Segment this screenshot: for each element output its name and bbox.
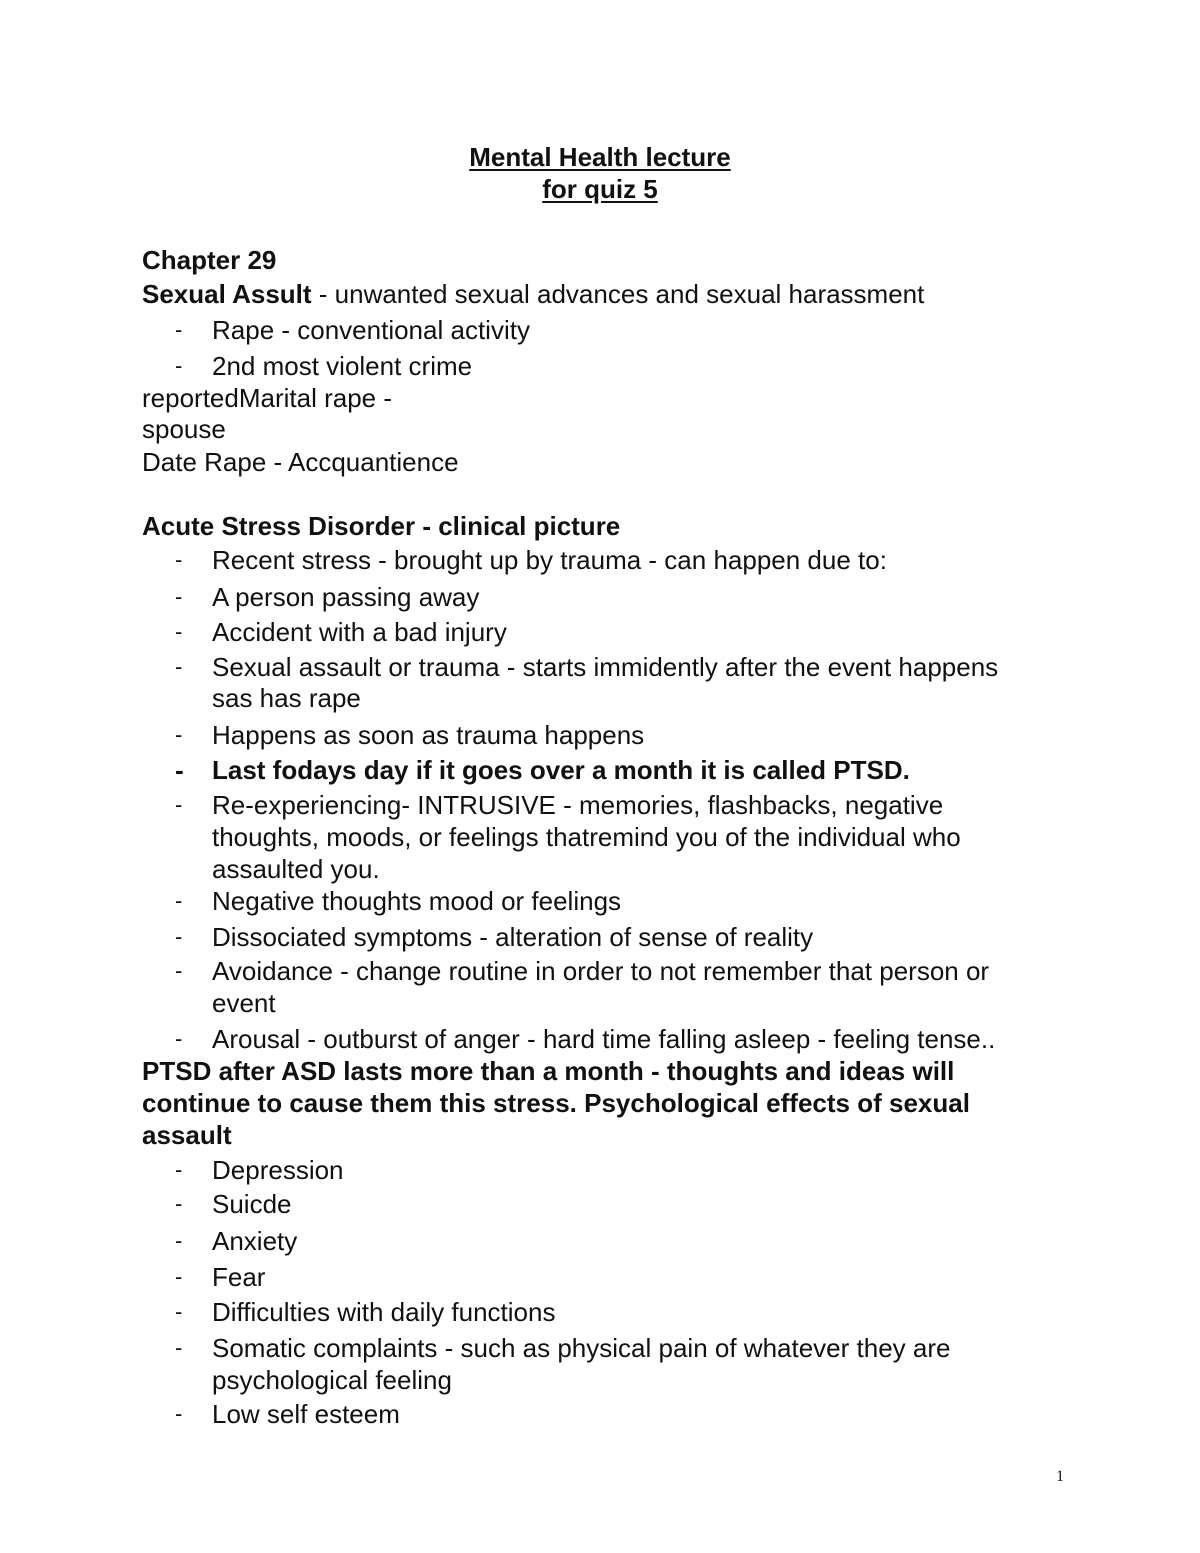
dash-marker: - [175,1228,183,1253]
list-item: Rape - conventional activity [212,315,530,345]
dash-marker: - [175,958,183,983]
dash-marker: - [175,792,183,817]
dash-marker: - [175,584,183,609]
text-line: Date Rape - Accquantience [142,447,459,477]
list-item: 2nd most violent crime [212,351,473,381]
list-item: Dissociated symptoms - alteration of sense of reality [212,922,814,952]
list-item: Negative thoughts mood or feelings [212,886,622,916]
dash-marker: - [175,1157,183,1182]
dash-marker: - [175,547,183,572]
dash-marker: - [175,1401,183,1426]
list-item-continuation: assaulted you. [212,854,380,884]
list-item: Suicde [212,1189,292,1219]
list-item: Difficulties with daily functions [212,1297,556,1327]
list-item: Depression [212,1155,344,1185]
dash-marker: - [175,1026,183,1051]
ptsd-heading-line: PTSD after ASD lasts more than a month - thoughts and ideas will [142,1056,955,1086]
dash-marker: - [175,755,184,785]
list-item: Arousal - outburst of anger - hard time falling asleep - feeling tense.. [212,1024,996,1054]
list-item: Avoidance - change routine in order to not remember that person or [212,956,990,986]
dash-marker: - [175,1299,183,1324]
dash-marker: - [175,317,183,342]
list-item: A person passing away [212,582,480,612]
list-item: Low self esteem [212,1399,400,1429]
list-item-emphasis: Last fodays day if it goes over a month it is called PTSD. [212,755,910,785]
title-line-2: for quiz 5 [542,174,658,204]
list-item-continuation: event [212,988,276,1018]
list-item: Recent stress - brought up by trauma - can happen due to: [212,545,887,575]
dash-marker: - [175,654,183,679]
ptsd-heading-line: continue to cause them this stress. Psychological effects of sexual [142,1088,970,1118]
dash-marker: - [175,888,183,913]
chapter-heading: Chapter 29 [142,245,277,275]
list-item-continuation: sas has rape [212,683,361,713]
dash-marker: - [175,619,183,644]
list-item: Re-experiencing- INTRUSIVE - memories, flashbacks, negative [212,790,944,820]
text-line: reportedMarital rape - [142,383,392,413]
list-item: Fear [212,1262,266,1292]
sexual-assault-definition [142,278,924,310]
dash-marker: - [175,722,183,747]
dash-marker: - [175,353,183,378]
list-item-continuation: thoughts, moods, or feelings thatremind you of the individual who [212,822,961,852]
asd-heading: Acute Stress Disorder - clinical picture [142,511,621,541]
title-line-1: Mental Health lecture [469,142,731,172]
list-item: Accident with a bad injury [212,617,507,647]
dash-marker: - [175,1191,183,1216]
dash-marker: - [175,1335,183,1360]
list-item: Anxiety [212,1226,298,1256]
dash-marker: - [175,924,183,949]
list-item: Somatic complaints - such as physical pain of whatever they are [212,1333,951,1363]
text-line: spouse [142,414,226,444]
sexual-assault-term: Sexual Assult [142,279,312,309]
page-number: 1 [1056,1468,1064,1485]
list-item-continuation: psychological feeling [212,1365,452,1395]
list-item: Happens as soon as trauma happens [212,720,645,750]
sexual-assault-desc: - unwanted sexual advances and sexual harassment [311,279,925,309]
dash-marker: - [175,1264,183,1289]
list-item: Sexual assault or trauma - starts immidently after the event happens [212,652,999,682]
ptsd-heading-line: assault [142,1120,232,1150]
